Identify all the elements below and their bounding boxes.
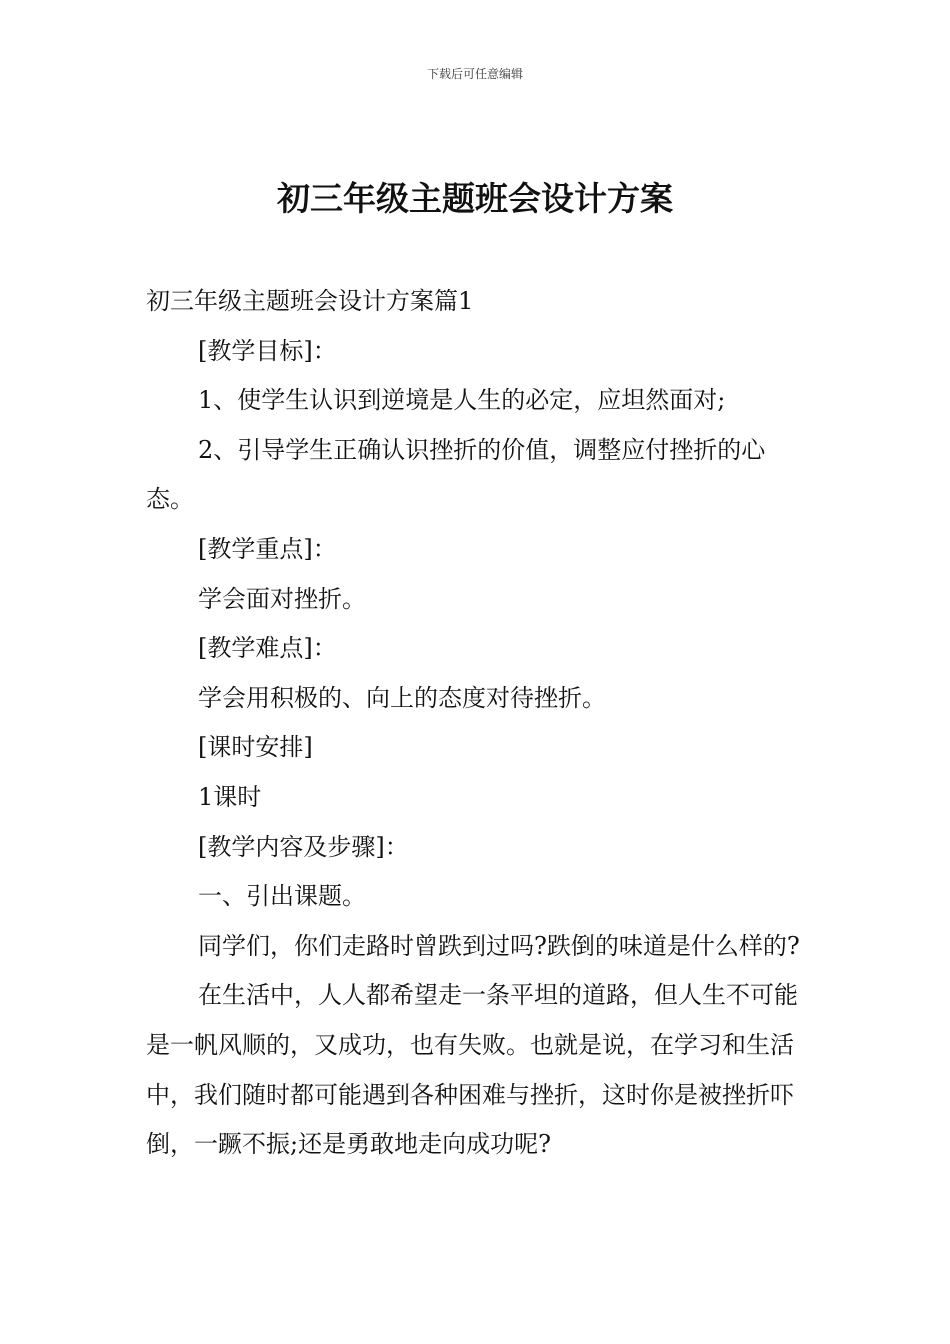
- paragraph-key-point: 学会面对挫折。: [198, 584, 366, 613]
- paragraph-goal-1: 1、使学生认识到逆境是人生的必定，应坦然面对;: [198, 386, 726, 415]
- paragraph-teaching-goals-label: [教学目标]：: [198, 336, 337, 365]
- paragraph-key-point-label: [教学重点]：: [198, 534, 337, 563]
- paragraph-life-setbacks: 在生活中，人人都希望走一条平坦的道路，但人生不可能是一帆风顺的，又成功，也有失败。也就是说，在学习和生活中，我们随时都可能遇到各种困难与挫折，这时你是被挫折吓倒，一蹶不振;还是勇敢地走向成功呢?: [146, 981, 798, 1159]
- paragraph-step-1: 一、引出课题。: [198, 882, 366, 911]
- paragraph-content-steps-label: [教学内容及步骤]：: [198, 832, 409, 861]
- paragraph-goal-2: 2、引导学生正确认识挫折的价值，调整应付挫折的心态。: [146, 435, 766, 514]
- document-title: 初三年级主题班会设计方案: [277, 179, 673, 218]
- paragraph-schedule: 1课时: [198, 782, 262, 811]
- section-heading: 初三年级主题班会设计方案篇1: [146, 287, 474, 315]
- page-header-note: 下载后可任意编辑: [426, 67, 523, 81]
- paragraph-schedule-label: [课时安排]: [198, 733, 313, 762]
- paragraph-difficulty: 学会用积极的、向上的态度对待挫折。: [198, 683, 606, 712]
- paragraph-difficulty-label: [教学难点]：: [198, 634, 337, 663]
- document-body: [146, 277, 810, 1170]
- paragraph-question: 同学们，你们走路时曾跌到过吗?跌倒的味道是什么样的?: [198, 931, 800, 960]
